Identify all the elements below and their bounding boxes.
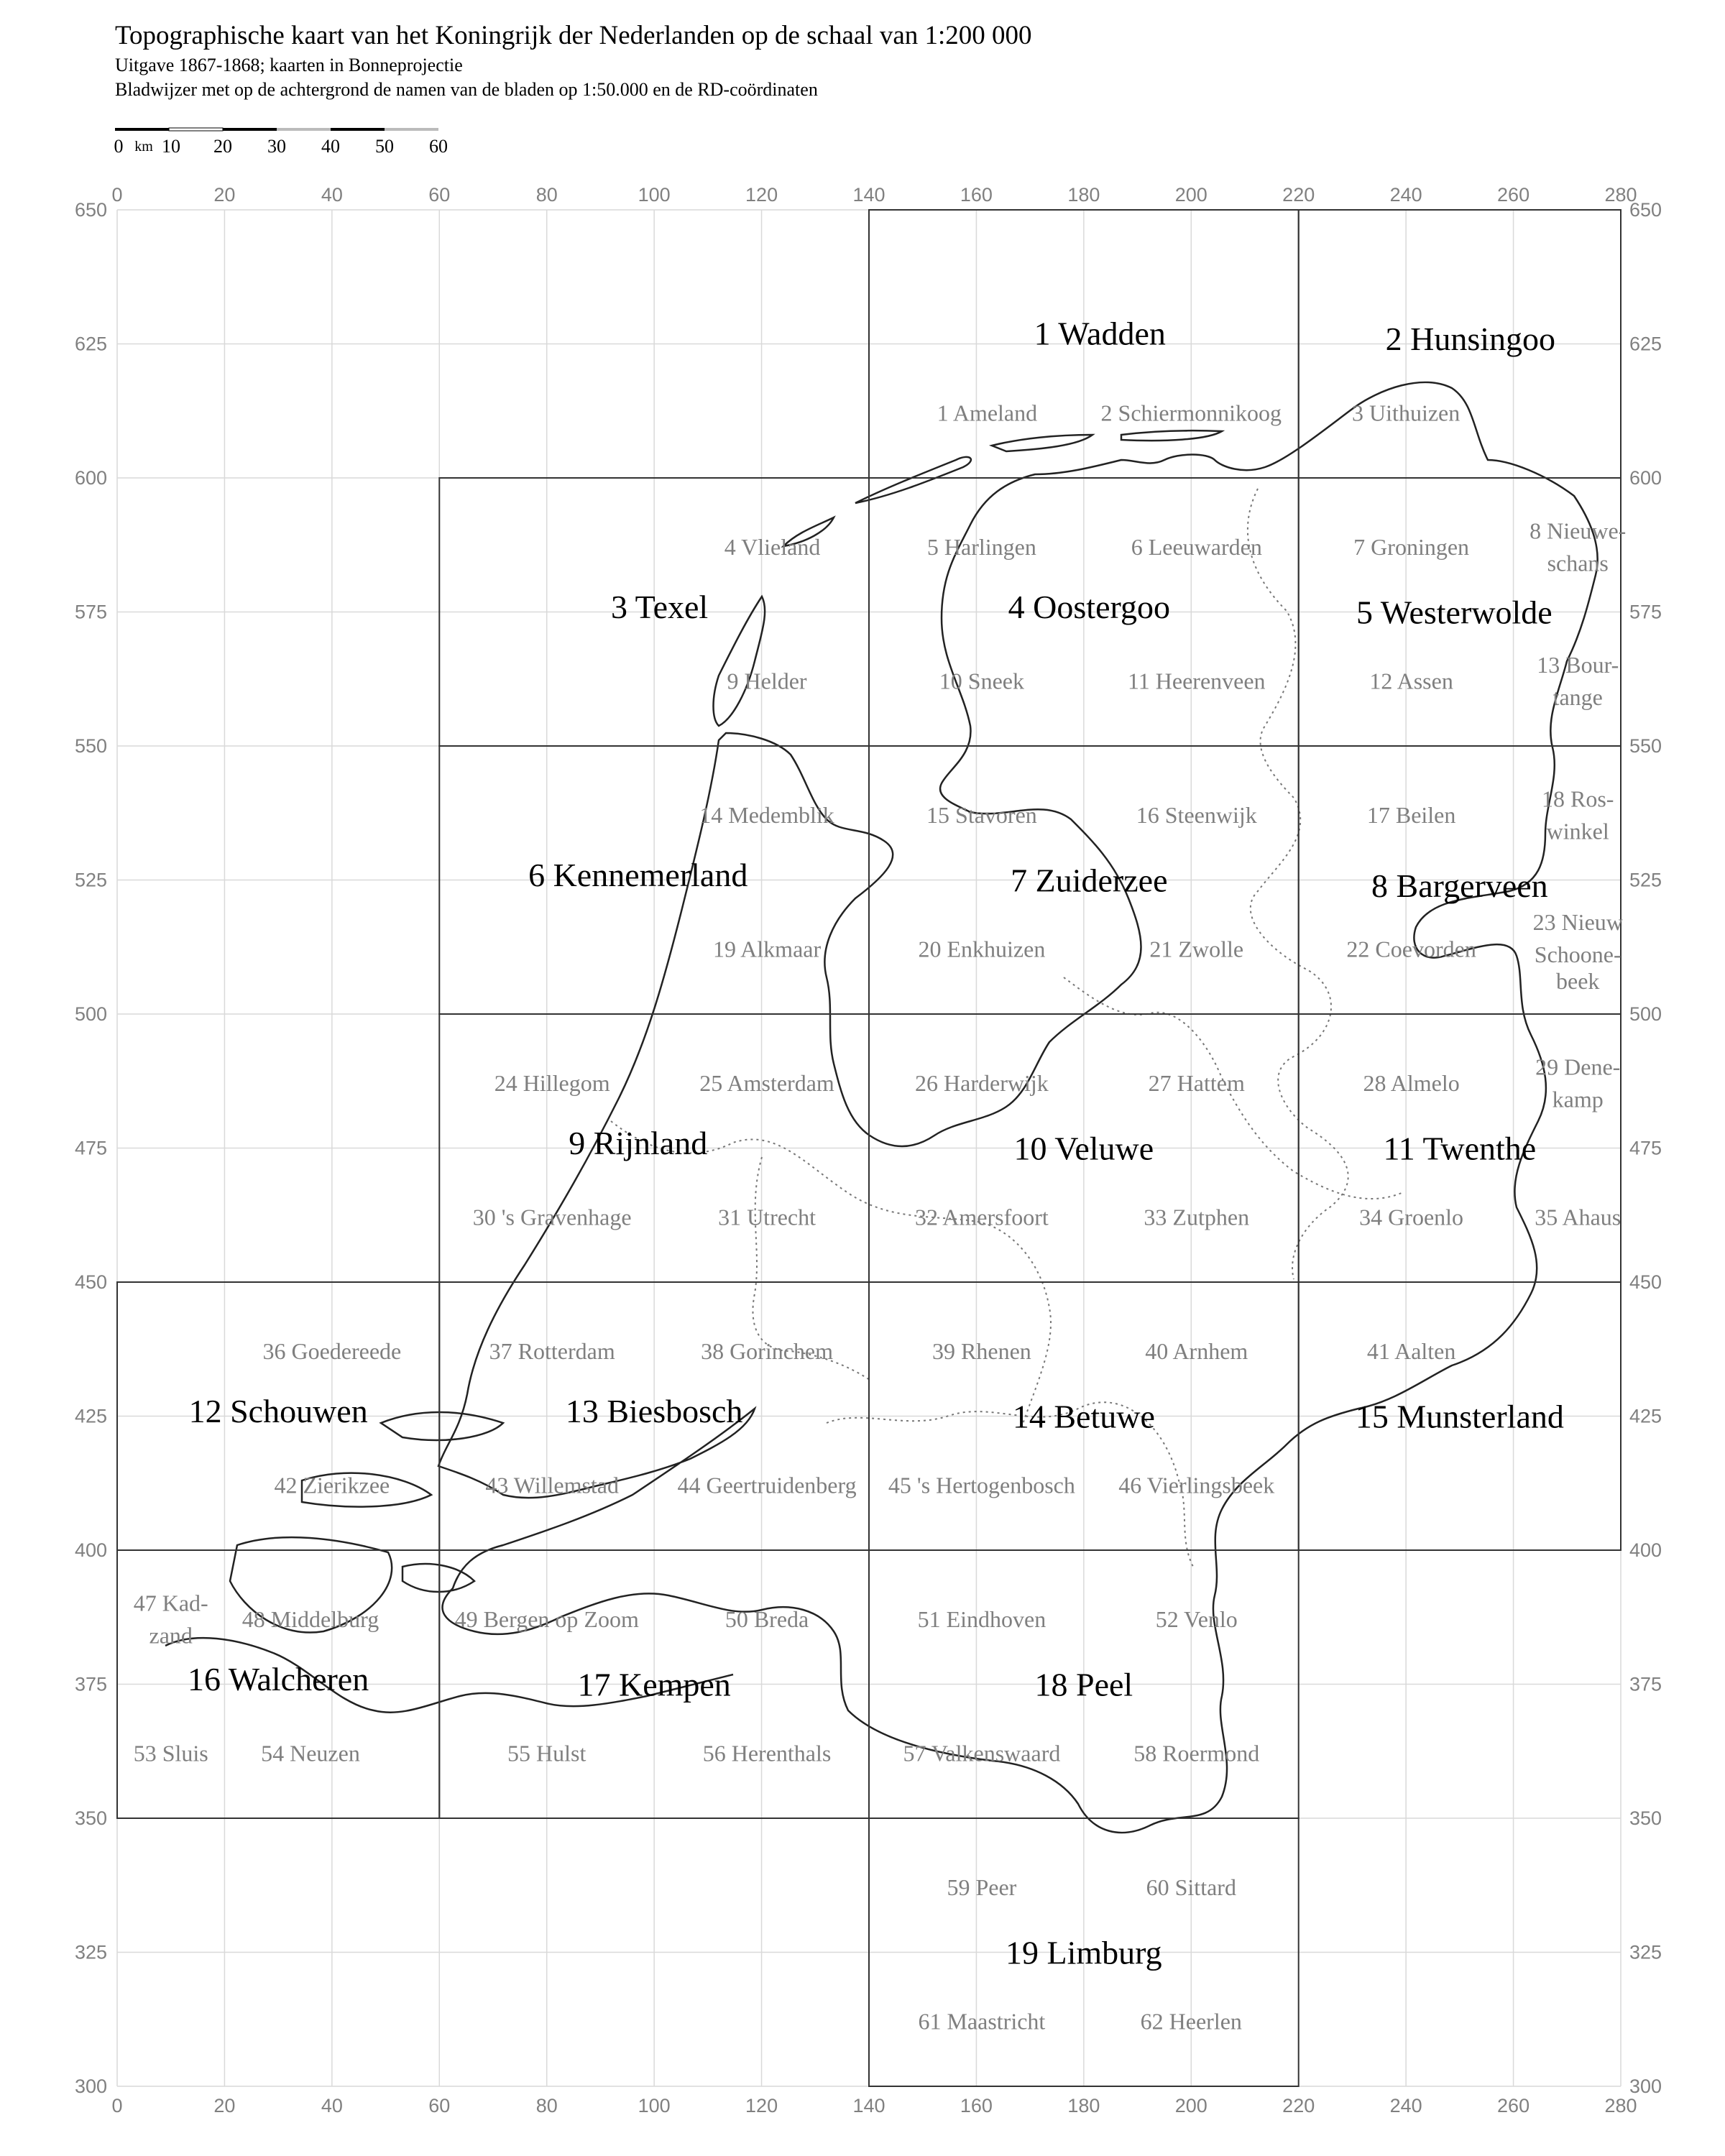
sheet-label: 6 Kennemerland xyxy=(528,857,748,894)
sheet-label: 1 Wadden xyxy=(1034,315,1166,352)
y-tick-label-left: 600 xyxy=(74,467,107,489)
subsheet-label: 10 Sneek xyxy=(939,668,1025,694)
scale-tick-label: 20 xyxy=(213,136,232,157)
subsheet-label: 6 Leeuwarden xyxy=(1131,533,1262,560)
subsheet-label: 30 's Gravenhage xyxy=(472,1204,632,1230)
sheet-label: 14 Betuwe xyxy=(1012,1398,1155,1435)
subsheet-label: 34 Groenlo xyxy=(1359,1204,1464,1230)
sheet-label: 19 Limburg xyxy=(1006,1934,1162,1971)
map-subtitle: Uitgave 1867-1868; kaarten in Bonneprojectie xyxy=(115,55,463,75)
subsheet-label: 23 Nieuw xyxy=(1532,909,1623,936)
sheet-label: 15 Munsterland xyxy=(1355,1398,1564,1435)
subsheet-label: 18 Ros- xyxy=(1542,786,1614,812)
sheet-label: 10 Veluwe xyxy=(1013,1130,1154,1167)
x-tick-label-bottom: 200 xyxy=(1174,2095,1208,2116)
x-tick-label-bottom: 80 xyxy=(535,2095,558,2116)
y-tick-label-right: 400 xyxy=(1629,1539,1662,1561)
scale-tick-label: 10 xyxy=(162,136,180,157)
x-tick-label-top: 100 xyxy=(638,184,671,206)
subsheet-label: 53 Sluis xyxy=(133,1740,208,1766)
y-tick-label-left: 325 xyxy=(74,1941,107,1963)
x-tick-label-top: 40 xyxy=(321,184,343,206)
subsheet-label: 7 Groningen xyxy=(1353,533,1470,560)
subsheet-label: 58 Roermond xyxy=(1133,1740,1260,1766)
y-tick-label-left: 425 xyxy=(74,1405,107,1427)
subsheet-label: 26 Harderwijk xyxy=(915,1069,1049,1096)
scale-tick-label: 40 xyxy=(321,136,340,157)
subsheet-label: kamp xyxy=(1552,1086,1604,1112)
subsheet-label: 14 Medemblik xyxy=(699,801,834,828)
subsheet-label: beek xyxy=(1556,968,1600,995)
subsheet-label: 57 Valkenswaard xyxy=(903,1740,1061,1766)
y-tick-label-right: 550 xyxy=(1629,735,1662,757)
subsheet-label: 44 Geertruidenberg xyxy=(677,1472,857,1498)
subsheet-label: 13 Bour- xyxy=(1537,652,1619,678)
subsheet-label: 60 Sittard xyxy=(1146,1874,1236,1900)
x-tick-label-bottom: 40 xyxy=(321,2095,343,2116)
x-tick-label-top: 140 xyxy=(852,184,886,206)
y-tick-label-right: 650 xyxy=(1629,199,1662,221)
y-tick-label-right: 575 xyxy=(1629,601,1662,623)
subsheet-label: 50 Breda xyxy=(724,1606,809,1632)
x-tick-label-bottom: 220 xyxy=(1282,2095,1315,2116)
y-tick-label-right: 500 xyxy=(1629,1003,1662,1025)
scale-tick-label: 60 xyxy=(429,136,448,157)
x-tick-label-top: 0 xyxy=(111,184,123,206)
sheet-label: 4 Oostergoo xyxy=(1008,589,1170,626)
y-tick-label-left: 525 xyxy=(74,869,107,891)
coastline-ameland xyxy=(992,435,1092,451)
y-tick-label-left: 450 xyxy=(74,1271,107,1293)
sheet-labels xyxy=(188,315,1564,1971)
coastline-schiermonnikoog xyxy=(1121,430,1222,441)
x-tick-label-bottom: 180 xyxy=(1067,2095,1100,2116)
y-tick-label-left: 550 xyxy=(74,735,107,757)
subsheet-label: 49 Bergen op Zoom xyxy=(454,1606,639,1632)
x-tick-label-top: 160 xyxy=(960,184,993,206)
y-tick-label-left: 400 xyxy=(74,1539,107,1561)
subsheet-label: 22 Coevorden xyxy=(1346,936,1476,962)
subsheet-label: 39 Rhenen xyxy=(932,1337,1031,1364)
subsheet-label: 46 Vierlingsbeek xyxy=(1118,1472,1275,1498)
x-tick-label-bottom: 160 xyxy=(960,2095,993,2116)
x-tick-label-top: 200 xyxy=(1174,184,1208,206)
subsheet-label: 21 Zwolle xyxy=(1149,936,1244,962)
sheet-label: 17 Kempen xyxy=(577,1666,731,1703)
y-tick-label-right: 450 xyxy=(1629,1271,1662,1293)
scale-tick-label: 0 xyxy=(114,136,124,157)
subsheet-label: 40 Arnhem xyxy=(1145,1337,1248,1364)
x-tick-label-top: 280 xyxy=(1604,184,1637,206)
subsheet-label: tange xyxy=(1552,683,1603,710)
y-tick-label-left: 475 xyxy=(74,1137,107,1159)
subsheet-label: 48 Middelburg xyxy=(242,1606,380,1632)
subsheet-label: 1 Ameland xyxy=(937,400,1038,426)
y-tick-label-left: 300 xyxy=(74,2076,107,2097)
scale-tick-label: 50 xyxy=(375,136,394,157)
subsheet-label: winkel xyxy=(1546,818,1609,844)
subsheet-label: 31 Utrecht xyxy=(718,1204,816,1230)
subsheet-label: 29 Dene- xyxy=(1535,1054,1621,1080)
y-tick-label-right: 375 xyxy=(1629,1673,1662,1695)
map-description: Bladwijzer met op de achtergrond de namen van de bladen op 1:50.000 en de RD-coördinaten xyxy=(115,79,818,100)
x-tick-label-top: 260 xyxy=(1497,184,1530,206)
subsheet-label: 17 Beilen xyxy=(1366,801,1456,828)
subsheet-label: 47 Kad- xyxy=(133,1590,208,1616)
subsheet-label: 51 Eindhoven xyxy=(917,1606,1046,1632)
y-tick-label-left: 625 xyxy=(74,333,107,355)
subsheet-label: 32 Amersfoort xyxy=(915,1204,1049,1230)
x-tick-label-top: 60 xyxy=(428,184,451,206)
y-tick-label-right: 425 xyxy=(1629,1405,1662,1427)
subsheet-label: 25 Amsterdam xyxy=(699,1069,834,1096)
y-tick-label-right: 325 xyxy=(1629,1941,1662,1963)
x-tick-label-bottom: 120 xyxy=(745,2095,778,2116)
sheet-label: 12 Schouwen xyxy=(188,1393,368,1430)
subsheet-label: 4 Vlieland xyxy=(724,533,821,560)
subsheet-labels xyxy=(134,400,1627,2034)
subsheet-label: 16 Steenwijk xyxy=(1136,801,1257,828)
x-tick-label-top: 240 xyxy=(1389,184,1422,206)
subsheet-label: 20 Enkhuizen xyxy=(918,936,1046,962)
sheet-label: 16 Walcheren xyxy=(188,1661,369,1698)
y-tick-label-right: 625 xyxy=(1629,333,1662,355)
y-tick-label-left: 375 xyxy=(74,1673,107,1695)
subsheet-label: 41 Aalten xyxy=(1366,1337,1456,1364)
subsheet-label: 45 's Hertogenbosch xyxy=(888,1472,1075,1498)
province-border xyxy=(611,1121,1051,1430)
subsheet-label: schans xyxy=(1547,550,1609,576)
subsheet-label: 54 Neuzen xyxy=(261,1740,360,1766)
x-tick-label-bottom: 260 xyxy=(1497,2095,1530,2116)
subsheet-label: 19 Alkmaar xyxy=(712,936,822,962)
subsheet-label: 55 Hulst xyxy=(507,1740,586,1766)
y-tick-label-right: 525 xyxy=(1629,869,1662,891)
sheet-label: 11 Twenthe xyxy=(1383,1130,1537,1167)
coastline-terschelling xyxy=(855,457,971,503)
subsheet-label: 35 Ahaus xyxy=(1535,1204,1622,1230)
x-tick-label-bottom: 280 xyxy=(1604,2095,1637,2116)
subsheet-label: 8 Nieuwe- xyxy=(1530,517,1627,544)
coastline-zeeland-islands xyxy=(230,1412,503,1633)
subsheet-label: 2 Schiermonnikoog xyxy=(1100,400,1282,426)
sheet-label: 7 Zuiderzee xyxy=(1011,862,1168,899)
subsheet-label: 36 Goedereede xyxy=(262,1337,402,1364)
subsheet-label: 52 Venlo xyxy=(1155,1606,1238,1632)
subsheet-label: Schoone- xyxy=(1534,941,1622,967)
subsheet-label: 3 Uithuizen xyxy=(1352,400,1460,426)
y-tick-label-left: 500 xyxy=(74,1003,107,1025)
y-tick-label-left: 650 xyxy=(74,199,107,221)
x-tick-label-bottom: 240 xyxy=(1389,2095,1422,2116)
coastline-texel xyxy=(714,596,765,726)
x-tick-label-top: 220 xyxy=(1282,184,1315,206)
x-tick-label-top: 80 xyxy=(535,184,558,206)
subsheet-label: 33 Zutphen xyxy=(1144,1204,1250,1230)
x-tick-label-bottom: 140 xyxy=(852,2095,886,2116)
sheet-label: 9 Rijnland xyxy=(569,1125,708,1162)
x-tick-label-top: 120 xyxy=(745,184,778,206)
x-tick-label-bottom: 0 xyxy=(111,2095,123,2116)
sheet-label: 3 Texel xyxy=(611,589,709,626)
sheet-label: 2 Hunsingoo xyxy=(1385,321,1556,358)
y-tick-label-right: 350 xyxy=(1629,1807,1662,1829)
subsheet-label: 15 Stavoren xyxy=(926,801,1037,828)
subsheet-label: 37 Rotterdam xyxy=(489,1337,615,1364)
sheet-label: 13 Biesbosch xyxy=(565,1393,743,1430)
y-tick-label-left: 350 xyxy=(74,1807,107,1829)
subsheet-label: 61 Maastricht xyxy=(918,2008,1046,2035)
sheet-label: 8 Bargerveen xyxy=(1371,867,1548,904)
y-tick-label-left: 575 xyxy=(74,601,107,623)
y-tick-label-right: 600 xyxy=(1629,467,1662,489)
subsheet-label: 62 Heerlen xyxy=(1140,2008,1242,2035)
scale-unit-label: km xyxy=(134,139,153,155)
subsheet-label: 11 Heerenveen xyxy=(1127,668,1266,694)
subsheet-label: 27 Hattem xyxy=(1148,1069,1245,1096)
subsheet-label: 9 Helder xyxy=(727,668,807,694)
sheet-label: 5 Westerwolde xyxy=(1356,594,1552,631)
x-tick-label-top: 20 xyxy=(213,184,236,206)
y-tick-label-right: 300 xyxy=(1629,2076,1662,2097)
sheet-label: 18 Peel xyxy=(1034,1666,1133,1703)
x-tick-label-bottom: 60 xyxy=(428,2095,451,2116)
subsheet-label: 43 Willemstad xyxy=(485,1472,620,1498)
subsheet-label: 38 Gorinchem xyxy=(701,1337,834,1364)
subsheet-label: 59 Peer xyxy=(947,1874,1017,1900)
subsheet-label: 12 Assen xyxy=(1369,668,1453,694)
subsheet-label: 28 Almelo xyxy=(1363,1069,1460,1096)
map-title: Topographische kaart van het Koningrijk der Nederlanden op de schaal van 1:200 000 xyxy=(115,21,1032,50)
subsheet-label: zand xyxy=(149,1622,193,1649)
y-tick-label-right: 475 xyxy=(1629,1137,1662,1159)
subsheet-label: 42 Zierikzee xyxy=(274,1472,390,1498)
x-tick-label-top: 180 xyxy=(1067,184,1100,206)
subsheet-label: 56 Herenthals xyxy=(702,1740,832,1766)
subsheet-label: 24 Hillegom xyxy=(494,1069,610,1096)
x-tick-label-bottom: 100 xyxy=(638,2095,671,2116)
x-tick-label-bottom: 20 xyxy=(213,2095,236,2116)
subsheet-label: 5 Harlingen xyxy=(926,533,1036,560)
scale-tick-label: 30 xyxy=(267,136,286,157)
